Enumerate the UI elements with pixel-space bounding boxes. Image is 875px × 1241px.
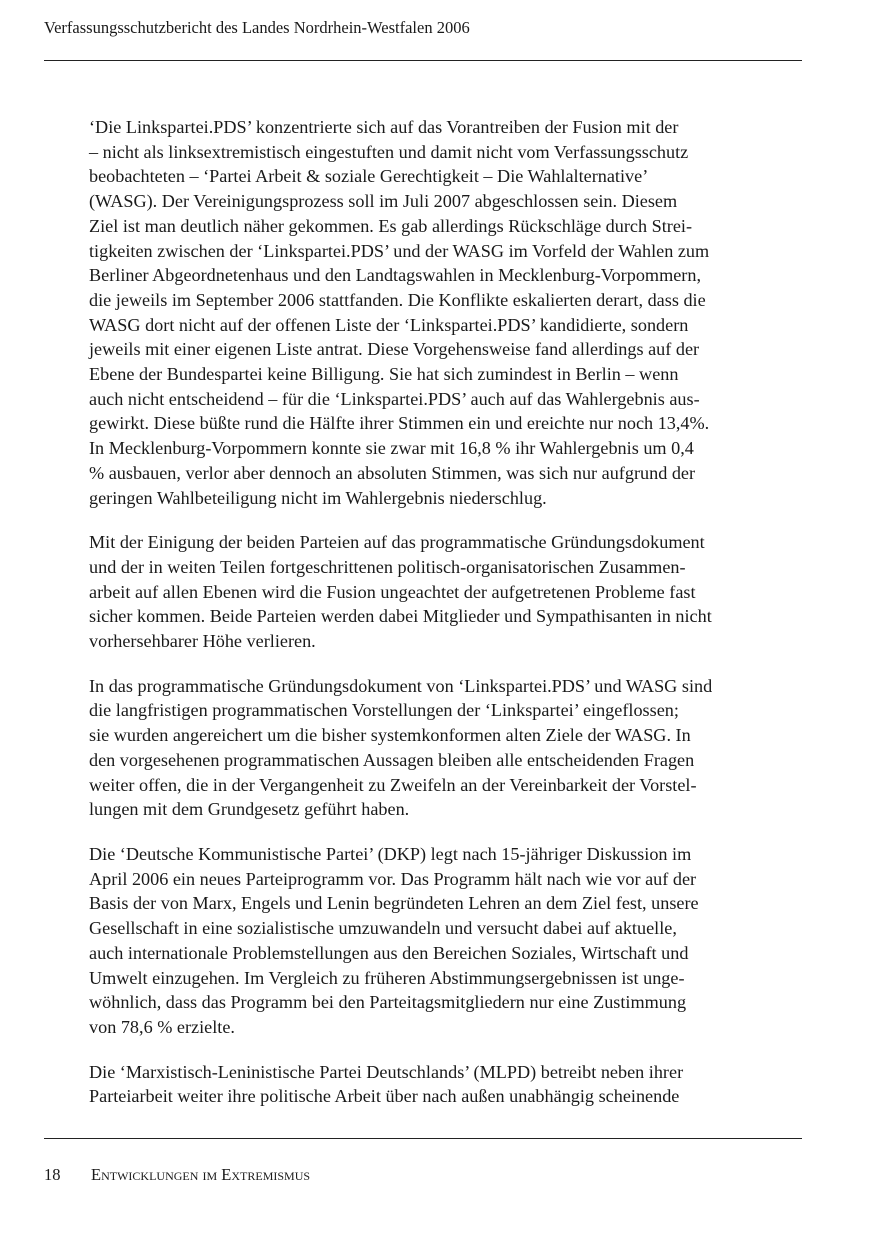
text-line: sie wurden angereichert um die bisher systemkonformen alten Ziele der WASG. In	[89, 725, 691, 746]
text-line: gewirkt. Diese büßte rund die Hälfte ihrer Stimmen ein und ereichte nur noch 13,4%.	[89, 413, 710, 434]
text-line: sicher kommen. Beide Parteien werden dabei Mitglieder und Sympathisanten in nicht	[89, 606, 712, 627]
page-footer	[44, 1164, 310, 1186]
text-line: In das programmatische Gründungsdokument von ‘Linkspartei.PDS’ und WASG sind	[89, 675, 713, 696]
text-line: den vorgesehenen programmatischen Aussagen bleiben alle entscheidenden Fragen	[89, 749, 695, 770]
text-line: auch nicht entscheidend – für die ‘Linkspartei.PDS’ auch auf das Wahlergebnis aus-	[89, 388, 700, 409]
paragraph-gruendungsdokument	[89, 674, 802, 822]
text-line: Gesellschaft in eine sozialistische umzuwandeln und versucht dabei auf aktuelle,	[89, 918, 677, 939]
text-line: die jeweils im September 2006 stattfanden. Die Konflikte eskalierten derart, dass die	[89, 289, 706, 310]
paragraph-dkp	[89, 842, 802, 1040]
text-line: Ziel ist man deutlich näher gekommen. Es gab allerdings Rückschläge durch Strei-	[89, 215, 693, 236]
paragraph-einigung	[89, 530, 802, 654]
text-line: April 2006 ein neues Parteiprogramm vor. Das Programm hält nach wie vor auf der	[89, 868, 697, 889]
footer-divider	[44, 1138, 802, 1139]
text-line: lungen mit dem Grundgesetz geführt haben.	[89, 799, 410, 820]
text-line: Basis der von Marx, Engels und Lenin begründeten Lehren an dem Ziel fest, unsere	[89, 893, 699, 914]
text-line: vorhersehbarer Höhe verlieren.	[89, 631, 316, 652]
text-line: Ebene der Bundespartei keine Billigung. Sie hat sich zumindest in Berlin – wenn	[89, 364, 679, 385]
text-line: weiter offen, die in der Vergangenheit zu Zweifeln an der Vereinbarkeit der Vorstel-	[89, 774, 697, 795]
text-line: die langfristigen programmatischen Vorstellungen der ‘Linkspartei’ eingeflossen;	[89, 700, 679, 721]
text-line: Mit der Einigung der beiden Parteien auf das programmatische Gründungsdokument	[89, 532, 705, 553]
text-line: arbeit auf allen Ebenen wird die Fusion ungeachtet der aufgetretenen Probleme fast	[89, 581, 696, 602]
text-line: auch internationale Problemstellungen aus den Bereichen Soziales, Wirtschaft und	[89, 942, 689, 963]
text-line: geringen Wahlbeteiligung nicht im Wahlergebnis niederschlug.	[89, 487, 547, 508]
text-line: Die ‘Marxistisch-Leninistische Partei Deutschlands’ (MLPD) betreibt neben ihrer	[89, 1061, 684, 1082]
text-line: Parteiarbeit weiter ihre politische Arbeit über nach außen unabhängig scheinende	[89, 1086, 680, 1107]
text-line: ‘Die Linkspartei.PDS’ konzentrierte sich auf das Vorantreiben der Fusion mit der	[89, 117, 679, 137]
header-divider	[44, 60, 802, 61]
paragraph-mlpd	[89, 1060, 802, 1109]
text-line: (WASG). Der Vereinigungsprozess soll im Juli 2007 abgeschlossen sein. Diesem	[89, 191, 678, 212]
text-line: tigkeiten zwischen der ‘Linkspartei.PDS’ und der WASG im Vorfeld der Wahlen zum	[89, 240, 710, 261]
text-line: beobachteten – ‘Partei Arbeit & soziale Gerechtigkeit – Die Wahlalternative’	[89, 166, 649, 187]
text-line: Berliner Abgeordnetenhaus und den Landtagswahlen in Mecklenburg-Vorpommern,	[89, 265, 701, 286]
text-line: Die ‘Deutsche Kommunistische Partei’ (DKP) legt nach 15-jähriger Diskussion im	[89, 843, 692, 864]
text-line: wöhnlich, dass das Programm bei den Parteitagsmitgliedern nur eine Zustimmung	[89, 992, 687, 1013]
text-line: von 78,6 % erzielte.	[89, 1016, 235, 1037]
text-line: jeweils mit einer eigenen Liste antrat. Diese Vorgehensweise fand allerdings auf der	[89, 339, 700, 360]
paragraph-linkspartei-fusion	[89, 115, 802, 510]
running-header: Verfassungsschutzbericht des Landes Nordrhein-Westfalen 2006	[44, 18, 470, 37]
text-line: WASG dort nicht auf der offenen Liste der ‘Linkspartei.PDS’ kandidierte, sondern	[89, 314, 689, 335]
body-text	[89, 115, 802, 1129]
text-line: Umwelt einzugehen. Im Vergleich zu früheren Abstimmungsergebnissen ist unge-	[89, 967, 685, 988]
text-line: In Mecklenburg-Vorpommern konnte sie zwar mit 16,8 % ihr Wahlergebnis um 0,4	[89, 438, 694, 459]
text-line: – nicht als linksextremistisch eingestuften und damit nicht vom Verfassungsschutz	[89, 141, 689, 162]
text-line: % ausbauen, verlor aber dennoch an absoluten Stimmen, was sich nur aufgrund der	[89, 462, 696, 483]
page-number: 18	[44, 1165, 61, 1184]
text-line: und der in weiten Teilen fortgeschrittenen politisch-organisatorischen Zusammen-	[89, 556, 686, 577]
section-title: Entwicklungen im Extremismus	[91, 1165, 311, 1184]
